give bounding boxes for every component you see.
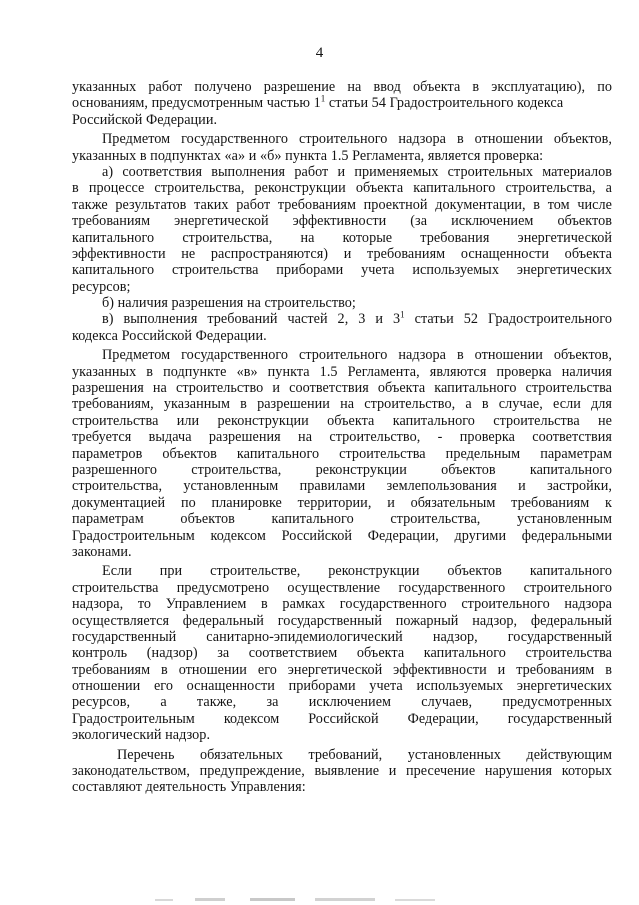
text-line: разрешения на строительство и соответствия объекта капитального строительства — [72, 380, 612, 397]
text-line: отношении его оснащенности приборами учета используемых энергетических — [72, 678, 612, 695]
text-line: основаниям, предусмотренным частью $1^1$ статьи 54 Градостроительного кодекса — [72, 93, 564, 112]
text-line: законодательством, предупреждение, выявление и пресечение нарушения которых — [72, 763, 612, 780]
text-line: ресурсов; — [72, 278, 131, 295]
text-line: Градостроительным кодексом Российской Федерации, государственный — [72, 710, 612, 727]
text-line: Перечень обязательных требований, установленных действующим — [117, 746, 612, 763]
text-line: капитального строительства, на которые требования энергетической — [72, 229, 612, 246]
text-line: законами. — [72, 543, 132, 560]
text-line: требуется выдача разрешения на строительство, - проверка соответствия — [72, 429, 612, 446]
page-number: 4 — [315, 45, 324, 61]
text-line: параметрам объектов капитального строительства, установленным — [72, 511, 612, 528]
text-line: также результатов таких работ требованиям проектной документации, в том числе — [72, 196, 612, 213]
text-line: разрешенного строительства, реконструкции объектов капитального — [72, 461, 612, 478]
text-line: ресурсов, а также, за исключением случаев, предусмотренных — [72, 694, 612, 711]
text-line: требованиям в отношении его энергетической эффективности и требованиям в — [72, 661, 612, 678]
text-line: в) выполнения требований частей 2, 3 и $3^1$ статьи 52 Градостроительного — [102, 309, 612, 328]
text-line: эффективности не распространяются) и требованиям оснащенности объекта — [72, 245, 612, 262]
text-line: государственный санитарно-эпидемиологический надзор, государственный — [72, 628, 612, 645]
text-line: указанных работ получено разрешение на ввод объекта в эксплуатацию), по — [72, 79, 612, 95]
text-line: в процессе строительства, реконструкции объекта капитального строительства, а — [72, 180, 612, 197]
text-line: кодекса Российской Федерации. — [72, 327, 267, 344]
text-line: требованиям энергетической эффективности (за исключением объектов — [72, 213, 612, 230]
text-line: строительства или реконструкции объекта капитального строительства не — [72, 412, 612, 429]
text-line: параметров объектов капитального строительства предельным параметрам — [72, 445, 612, 462]
text-line: осуществляется федеральный государственный пожарный надзор, федеральный — [72, 612, 612, 629]
text-line: экологический надзор. — [72, 727, 211, 744]
text-line: строительства, установленным правилами землепользования и застройки, — [72, 478, 612, 495]
text-line: надзора, то Управлением в рамках государственного строительного надзора — [72, 596, 612, 613]
text-line: указанных в подпунктах «а» и «б» пункта 1.5 Регламента, является проверка: — [72, 147, 544, 164]
text-line: Градостроительным кодексом Российской Федерации, другими федеральными — [72, 527, 612, 544]
document-body — [72, 79, 612, 796]
text-line: строительства предусмотрено осуществление государственного строительного — [72, 579, 612, 596]
text-line: Предметом государственного строительного надзора в отношении объектов, — [102, 347, 612, 364]
text-line: б) наличия разрешения на строительство; — [102, 295, 356, 312]
text-line: требованиям, указанным в разрешении на строительство, а в случае, если для — [72, 396, 612, 413]
text-line: документацией по планировке территории, и обязательным требованиям к — [72, 494, 612, 511]
text-line: Российской Федерации. — [72, 111, 218, 128]
text-line: а) соответствия выполнения работ и применяемых строительных материалов — [102, 163, 612, 180]
superscript: 1 — [320, 93, 326, 104]
text-line: Если при строительстве, реконструкции объектов капитального — [102, 563, 612, 580]
scan-artifact — [155, 893, 455, 903]
text-line: контроль (надзор) за соответствием объекта капитального строительства — [72, 645, 612, 662]
text-line: капитального строительства приборами учета используемых энергетических — [72, 262, 612, 279]
superscript: 1 — [400, 309, 405, 320]
text-line: составляют деятельность Управления: — [72, 779, 306, 796]
text-line: указанных в подпункте «в» пункта 1.5 Регламента, являются проверка наличия — [72, 363, 612, 380]
text-line: Предметом государственного строительного надзора в отношении объектов, — [102, 131, 612, 148]
